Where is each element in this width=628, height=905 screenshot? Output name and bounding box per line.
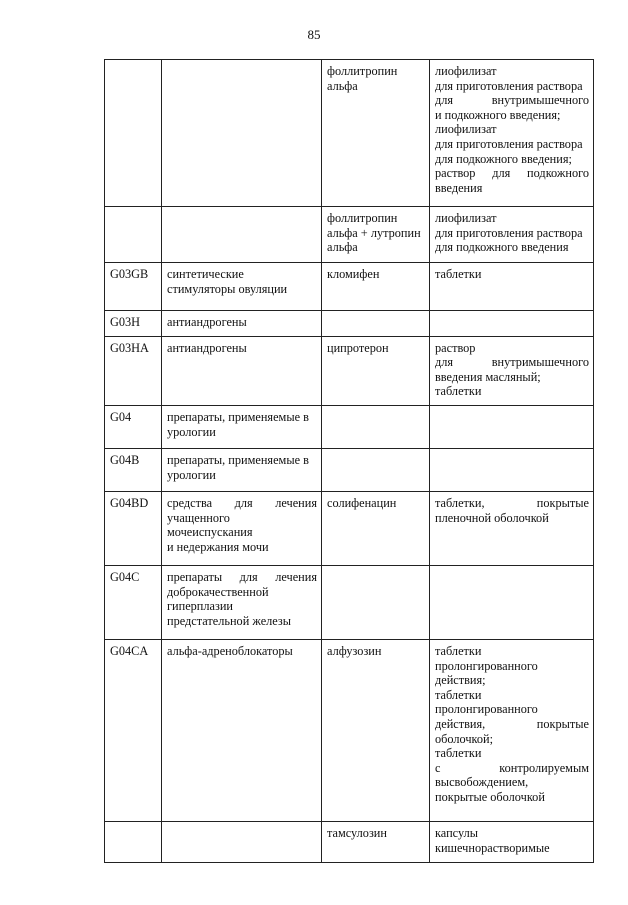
drug-name-cell — [322, 639, 430, 821]
cell-text-line: синтетические — [167, 267, 244, 281]
cell-text-line: таблетки — [435, 687, 482, 702]
cell-text-line: альфа-адреноблокаторы — [167, 643, 293, 658]
cell-text-line: средства для лечения — [167, 495, 317, 510]
cell-text-line: для внутримышечного — [435, 355, 589, 370]
group-name-cell — [162, 263, 322, 311]
cell-text-line: покрытые оболочкой — [435, 789, 545, 804]
cell-text-line: с контролируемым — [435, 760, 589, 775]
drug-name-cell — [322, 491, 430, 565]
atc-code-cell: G04CA — [105, 639, 162, 821]
cell-text-line: введения масляный; — [435, 369, 541, 384]
group-name-cell — [162, 60, 322, 207]
drug-name-cell — [322, 207, 430, 263]
dosage-forms-cell — [430, 60, 594, 207]
cell-text-line: лиофилизат — [435, 211, 497, 225]
cell-text-line: антиандрогены — [167, 315, 247, 329]
cell-text-line: пролонгированного — [435, 702, 538, 717]
cell-text-line: предстательной железы — [167, 613, 292, 628]
cell-text-line: урологии — [167, 424, 216, 439]
dosage-forms-cell — [430, 336, 594, 405]
drug-name-cell — [322, 565, 430, 639]
dosage-forms-cell — [430, 207, 594, 263]
table-row — [105, 336, 594, 405]
cell-text-line: антиандрогены — [167, 340, 247, 355]
cell-text-line: таблетки — [435, 384, 482, 399]
cell-text-line: таблетки — [435, 267, 482, 281]
dosage-forms-cell — [430, 263, 594, 311]
dosage-forms-cell — [430, 565, 594, 639]
group-name-cell — [162, 491, 322, 565]
page-number: 85 — [307, 27, 321, 42]
cell-text-line: тамсулозин — [327, 825, 387, 840]
drug-name-cell — [322, 336, 430, 405]
cell-text-line: таблетки — [435, 643, 482, 658]
cell-text-line: для подкожного введения — [435, 240, 569, 255]
cell-text-line: действия; — [435, 673, 486, 688]
cell-text-line: для приготовления раствора — [435, 78, 583, 93]
cell-text-line: оболочкой; — [435, 731, 494, 746]
dosage-forms-cell — [430, 311, 594, 337]
drug-name-cell — [322, 311, 430, 337]
cell-text-line: альфа — [327, 240, 358, 255]
cell-text-line: и подкожного введения; — [435, 107, 561, 122]
cell-text-line: таблетки, покрытые — [435, 495, 589, 510]
group-name-cell — [162, 639, 322, 821]
cell-text-line: препараты для лечения — [167, 569, 317, 584]
drug-table — [104, 59, 594, 863]
table-row — [105, 60, 594, 207]
table-row — [105, 639, 594, 821]
cell-text-line: ципротерон — [327, 340, 389, 355]
atc-code-cell: G04 — [105, 405, 162, 448]
cell-text-line: лиофилизат — [435, 64, 497, 78]
group-name-cell — [162, 565, 322, 639]
atc-code-cell — [105, 207, 162, 263]
cell-text-line: учащенного — [167, 510, 230, 525]
table-row — [105, 448, 594, 491]
cell-text-line: раствор для подкожного — [435, 166, 589, 181]
table-body — [105, 60, 594, 863]
cell-text-line: введения — [435, 180, 483, 195]
dosage-forms-cell — [430, 821, 594, 862]
cell-text-line: алфузозин — [327, 643, 382, 658]
dosage-forms-cell — [430, 491, 594, 565]
table-row — [105, 207, 594, 263]
atc-code-cell: G03HA — [105, 336, 162, 405]
cell-text-line: для внутримышечного — [435, 93, 589, 108]
table-row — [105, 491, 594, 565]
cell-text-line: для приготовления раствора — [435, 225, 583, 240]
dosage-forms-cell — [430, 448, 594, 491]
cell-text-line: доброкачественной — [167, 584, 269, 599]
dosage-forms-cell — [430, 405, 594, 448]
cell-text-line: и недержания мочи — [167, 539, 269, 554]
cell-text-line: кишечнорастворимые — [435, 840, 550, 855]
drug-name-cell — [322, 821, 430, 862]
atc-code-cell: G04B — [105, 448, 162, 491]
table-row — [105, 311, 594, 337]
group-name-cell — [162, 821, 322, 862]
dosage-forms-cell — [430, 639, 594, 821]
cell-text-line: препараты, применяемые в — [167, 409, 309, 424]
cell-text-line: мочеиспускания — [167, 525, 253, 540]
atc-code-cell: G03GB — [105, 263, 162, 311]
atc-code-cell — [105, 821, 162, 862]
group-name-cell — [162, 207, 322, 263]
drug-name-cell — [322, 405, 430, 448]
group-name-cell — [162, 311, 322, 337]
cell-text-line: лиофилизат — [435, 122, 497, 137]
table-row — [105, 565, 594, 639]
cell-text-line: альфа + лутропин — [327, 225, 421, 240]
table-row — [105, 263, 594, 311]
table-row — [105, 821, 594, 862]
cell-text-line: таблетки — [435, 746, 482, 761]
drug-name-cell — [322, 263, 430, 311]
cell-text-line: раствор — [435, 340, 476, 355]
drug-name-cell — [322, 448, 430, 491]
cell-text-line: урологии — [167, 467, 216, 482]
atc-code-cell — [105, 60, 162, 207]
atc-code-cell: G04BD — [105, 491, 162, 565]
cell-text-line: солифенацин — [327, 495, 397, 510]
cell-text-line: капсулы — [435, 825, 478, 840]
atc-code-cell: G03H — [105, 311, 162, 337]
cell-text-line: фоллитропин — [327, 64, 398, 78]
group-name-cell — [162, 405, 322, 448]
cell-text-line: стимуляторы овуляции — [167, 281, 288, 296]
table-row — [105, 405, 594, 448]
cell-text-line: пленочной оболочкой — [435, 510, 549, 525]
cell-text-line: фоллитропин — [327, 211, 398, 225]
cell-text-line: гиперплазии — [167, 599, 234, 614]
cell-text-line: пролонгированного — [435, 658, 538, 673]
group-name-cell — [162, 448, 322, 491]
cell-text-line: кломифен — [327, 267, 380, 281]
cell-text-line: действия, покрытые — [435, 716, 589, 731]
cell-text-line: высвобождением, — [435, 775, 529, 790]
cell-text-line: альфа — [327, 78, 358, 93]
cell-text-line: для подкожного введения; — [435, 151, 572, 166]
group-name-cell — [162, 336, 322, 405]
cell-text-line: для приготовления раствора — [435, 136, 583, 151]
cell-text-line: препараты, применяемые в — [167, 452, 309, 467]
drug-name-cell — [322, 60, 430, 207]
atc-code-cell: G04C — [105, 565, 162, 639]
